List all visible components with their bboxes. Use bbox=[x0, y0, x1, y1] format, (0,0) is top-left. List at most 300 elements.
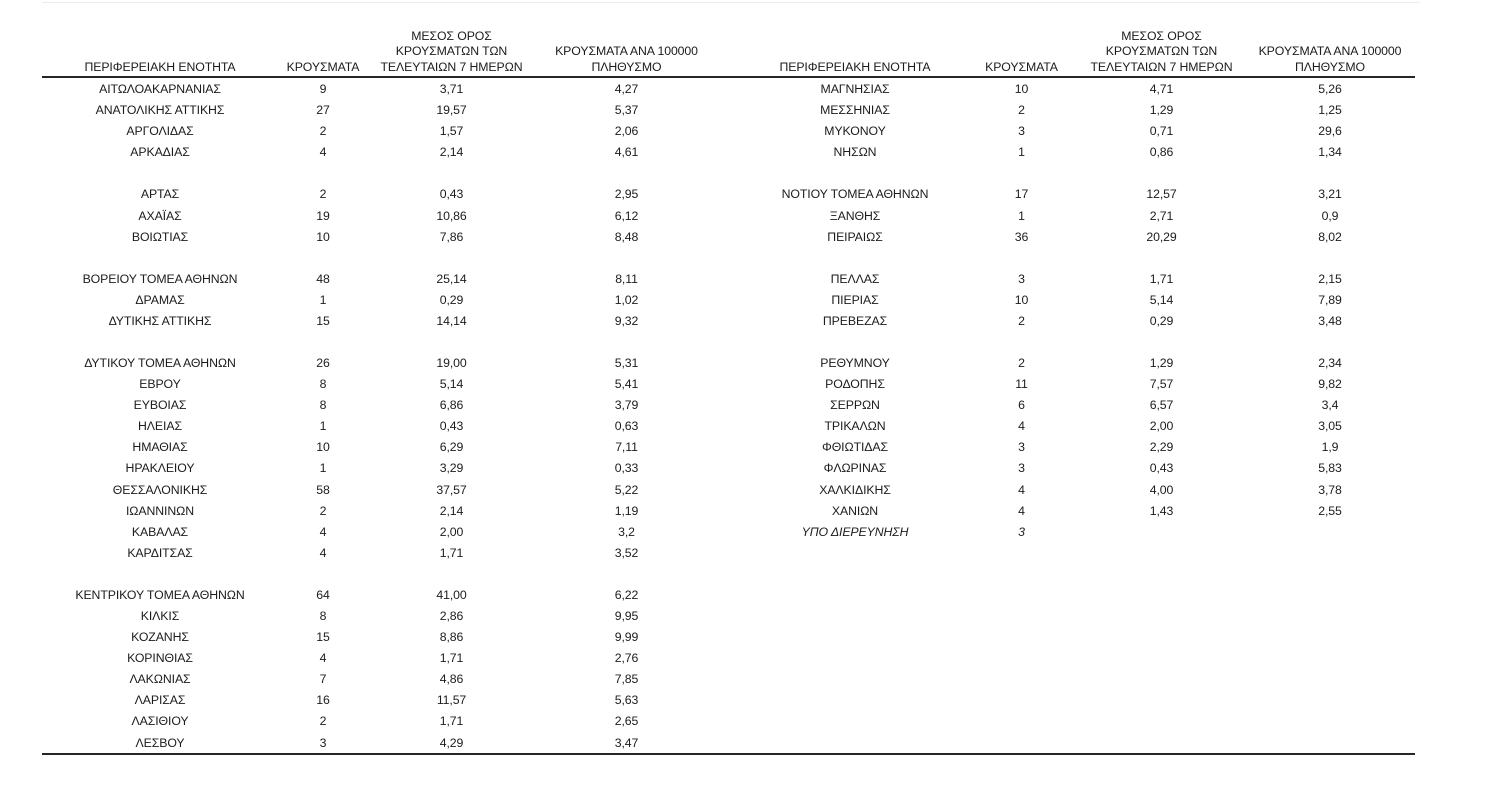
left-cases-cell: 48 bbox=[316, 271, 330, 286]
right-per100k-cell: 8,02 bbox=[1318, 229, 1342, 244]
left-per100k-cell: 1,19 bbox=[614, 503, 639, 518]
regional-cases-table bbox=[42, 20, 1415, 755]
header-region-left bbox=[42, 20, 278, 76]
left-per100k-cell: 6,12 bbox=[614, 208, 639, 223]
table-row bbox=[42, 120, 1415, 141]
table-row bbox=[42, 204, 1415, 225]
left-region-cell: ΑΡΚΑΔΙΑΣ bbox=[130, 145, 190, 160]
table-row bbox=[42, 310, 1415, 331]
left-per100k-cell: 8,48 bbox=[614, 229, 639, 244]
right-region-cell: ΣΕΡΡΩΝ bbox=[830, 398, 880, 413]
right-cases-cell: 11 bbox=[1015, 377, 1028, 392]
column-gap bbox=[718, 120, 745, 141]
column-gap bbox=[718, 204, 745, 225]
table-row bbox=[42, 521, 1415, 542]
column-gap bbox=[718, 352, 745, 373]
right-avg7-cell: 0,29 bbox=[1149, 313, 1174, 328]
column-gap bbox=[718, 542, 745, 563]
right-region-cell: ΠΕΛΛΑΣ bbox=[830, 271, 880, 286]
left-cases-cell: 2 bbox=[319, 503, 327, 518]
right-per100k-cell: 3,78 bbox=[1318, 482, 1342, 497]
table-row bbox=[42, 500, 1415, 521]
left-cases-cell: 16 bbox=[316, 693, 330, 708]
right-avg7-cell bbox=[1078, 731, 1245, 752]
column-gap bbox=[718, 373, 745, 394]
table-row bbox=[42, 457, 1415, 478]
right-region-cell: ΦΛΩΡΙΝΑΣ bbox=[823, 461, 887, 476]
left-per100k-cell: 8,11 bbox=[615, 271, 638, 286]
right-per100k-cell bbox=[1245, 710, 1415, 731]
left-cases-cell: 26 bbox=[316, 356, 330, 371]
right-cases-cell: 3 bbox=[1018, 461, 1025, 476]
column-gap bbox=[718, 710, 745, 731]
table-row bbox=[42, 626, 1415, 647]
left-region-cell: ΚΕΝΤΡΙΚΟΥ ΤΟΜΕΑ ΑΘΗΝΩΝ bbox=[75, 587, 245, 602]
right-per100k-cell bbox=[1245, 542, 1415, 563]
right-avg7-cell bbox=[1078, 542, 1245, 563]
table-row bbox=[42, 394, 1415, 415]
left-cases-cell: 9 bbox=[319, 82, 327, 97]
left-per100k-cell: 5,41 bbox=[614, 377, 639, 392]
table-row bbox=[42, 731, 1415, 752]
left-region-cell: ΔΥΤΙΚΟΥ ΤΟΜΕΑ ΑΘΗΝΩΝ bbox=[84, 356, 236, 371]
right-avg7-cell: 12,57 bbox=[1146, 187, 1177, 202]
left-cases-cell: 1 bbox=[319, 419, 327, 434]
right-cases-cell: 3 bbox=[1018, 124, 1025, 139]
left-region-cell: ΑΡΤΑΣ bbox=[140, 187, 180, 202]
left-cases-cell: 7 bbox=[319, 672, 327, 687]
left-avg7-cell: 3,71 bbox=[439, 82, 464, 97]
left-region-cell: ΑΡΓΟΛΙΔΑΣ bbox=[126, 124, 194, 139]
left-per100k-cell: 1,02 bbox=[614, 292, 639, 307]
header-per100k-right bbox=[1245, 20, 1415, 76]
left-cases-cell: 2 bbox=[319, 187, 327, 202]
left-cases-cell: 10 bbox=[316, 440, 330, 455]
right-per100k-cell bbox=[1245, 584, 1415, 605]
right-region-cell bbox=[745, 626, 965, 647]
right-avg7-cell: 7,57 bbox=[1149, 377, 1174, 392]
table-row bbox=[42, 289, 1415, 310]
right-per100k-cell bbox=[1245, 647, 1415, 668]
column-gap bbox=[718, 668, 745, 689]
left-avg7-cell: 25,14 bbox=[436, 271, 467, 286]
right-region-cell: ΠΡΕΒΕΖΑΣ bbox=[822, 313, 888, 328]
right-per100k-cell: 1,9 bbox=[1321, 440, 1339, 455]
right-cases-cell bbox=[965, 731, 1078, 752]
header-avg7-left bbox=[368, 20, 535, 76]
right-avg7-cell: 6,57 bbox=[1149, 398, 1174, 413]
right-avg7-cell bbox=[1078, 584, 1245, 605]
right-avg7-cell: 1,29 bbox=[1149, 356, 1174, 371]
right-region-cell bbox=[745, 689, 965, 710]
right-cases-cell bbox=[965, 605, 1078, 626]
right-cases-cell bbox=[965, 647, 1078, 668]
right-cases-cell: 2 bbox=[1018, 103, 1025, 118]
left-region-cell: ΒΟΡΕΙΟΥ ΤΟΜΕΑ ΑΘΗΝΩΝ bbox=[82, 271, 238, 286]
left-per100k-cell: 9,99 bbox=[614, 630, 639, 645]
right-region-cell: ΜΕΣΣΗΝΙΑΣ bbox=[820, 103, 890, 118]
table-row bbox=[42, 478, 1415, 499]
left-cases-cell: 3 bbox=[319, 735, 327, 750]
column-gap bbox=[718, 584, 745, 605]
right-avg7-cell: 1,29 bbox=[1149, 103, 1174, 118]
left-region-cell: ΒΟΙΩΤΙΑΣ bbox=[131, 229, 189, 244]
right-per100k-cell bbox=[1245, 626, 1415, 647]
left-cases-cell: 2 bbox=[319, 124, 327, 139]
right-region-cell: ΜΑΓΝΗΣΙΑΣ bbox=[820, 82, 890, 97]
table-row bbox=[42, 710, 1415, 731]
right-per100k-cell: 1,25 bbox=[1318, 103, 1342, 118]
right-cases-cell: 6 bbox=[1018, 398, 1025, 413]
right-region-cell: ΝΟΤΙΟΥ ΤΟΜΕΑ ΑΘΗΝΩΝ bbox=[781, 187, 929, 202]
header-cases-right-label: ΚΡΟΥΣΜΑΤΑ bbox=[985, 59, 1058, 74]
right-per100k-cell bbox=[1245, 689, 1415, 710]
column-gap bbox=[718, 226, 745, 247]
left-avg7-cell: 6,29 bbox=[439, 440, 464, 455]
left-per100k-cell: 0,33 bbox=[614, 461, 639, 476]
table-row bbox=[42, 542, 1415, 563]
header-avg7-right-label: ΜΕΣΟΣ ΟΡΟΣ ΚΡΟΥΣΜΑΤΩΝ ΤΩΝ ΤΕΛΕΥΤΑΙΩΝ 7 ΗΜΕΡΩΝ bbox=[1090, 28, 1233, 74]
right-cases-cell: 4 bbox=[1018, 482, 1025, 497]
left-avg7-cell: 1,71 bbox=[439, 714, 464, 729]
left-avg7-cell: 2,86 bbox=[439, 609, 464, 624]
left-region-cell: ΗΡΑΚΛΕΙΟΥ bbox=[125, 461, 195, 476]
right-per100k-cell bbox=[1245, 668, 1415, 689]
left-region-cell: ΕΒΡΟΥ bbox=[139, 377, 181, 392]
right-avg7-cell: 2,71 bbox=[1149, 208, 1174, 223]
left-cases-cell: 15 bbox=[316, 313, 330, 328]
left-region-cell: ΛΑΡΙΣΑΣ bbox=[134, 693, 186, 708]
column-gap bbox=[718, 521, 745, 542]
right-avg7-cell bbox=[1078, 521, 1245, 542]
left-region-cell: ΙΩΑΝΝΙΝΩΝ bbox=[125, 503, 195, 518]
header-cases-right bbox=[965, 20, 1078, 76]
left-region-cell: ΛΑΚΩΝΙΑΣ bbox=[129, 672, 191, 687]
right-cases-cell bbox=[965, 710, 1078, 731]
right-region-cell: ΤΡΙΚΑΛΩΝ bbox=[824, 419, 886, 434]
right-per100k-cell: 3,48 bbox=[1318, 313, 1342, 328]
left-avg7-cell: 1,57 bbox=[439, 124, 464, 139]
table-row bbox=[42, 689, 1415, 710]
left-per100k-cell: 3,2 bbox=[618, 524, 635, 539]
right-per100k-cell: 5,83 bbox=[1318, 461, 1342, 476]
left-per100k-cell: 3,79 bbox=[614, 398, 639, 413]
left-region-cell: ΘΕΣΣΑΛΟΝΙΚΗΣ bbox=[112, 482, 208, 497]
right-region-cell bbox=[745, 584, 965, 605]
right-avg7-cell: 0,86 bbox=[1149, 145, 1174, 160]
left-avg7-cell: 4,86 bbox=[439, 672, 464, 687]
left-per100k-cell: 5,22 bbox=[614, 482, 639, 497]
left-region-cell: ΔΥΤΙΚΗΣ ΑΤΤΙΚΗΣ bbox=[108, 313, 212, 328]
right-cases-cell bbox=[965, 668, 1078, 689]
left-per100k-cell: 5,37 bbox=[614, 103, 639, 118]
column-gap bbox=[718, 500, 745, 521]
right-region-cell: ΞΑΝΘΗΣ bbox=[829, 208, 881, 223]
right-per100k-cell bbox=[1245, 731, 1415, 752]
left-per100k-cell: 7,85 bbox=[614, 672, 639, 687]
left-per100k-cell: 2,06 bbox=[614, 124, 639, 139]
left-avg7-cell: 11,57 bbox=[436, 693, 467, 708]
left-cases-cell: 64 bbox=[316, 587, 330, 602]
right-cases-cell: 10 bbox=[1014, 292, 1029, 307]
right-region-cell: ΦΘΙΩΤΙΔΑΣ bbox=[821, 440, 889, 455]
right-per100k-cell: 3,05 bbox=[1318, 419, 1342, 434]
left-region-cell: ΑΝΑΤΟΛΙΚΗΣ ΑΤΤΙΚΗΣ bbox=[95, 103, 225, 118]
right-cases-cell: 2 bbox=[1018, 356, 1025, 371]
left-avg7-cell: 8,86 bbox=[439, 630, 464, 645]
left-region-cell: ΚΟΖΑΝΗΣ bbox=[131, 630, 189, 645]
left-avg7-cell: 2,14 bbox=[439, 145, 464, 160]
right-cases-cell: 4 bbox=[1018, 419, 1025, 434]
left-per100k-cell: 7,11 bbox=[615, 440, 638, 455]
column-gap bbox=[718, 268, 745, 289]
left-avg7-cell: 2,00 bbox=[439, 524, 464, 539]
right-region-cell: ΝΗΣΩΝ bbox=[833, 145, 877, 160]
spacer-row bbox=[42, 247, 1415, 268]
left-per100k-cell: 4,61 bbox=[614, 145, 639, 160]
left-per100k-cell: 2,95 bbox=[614, 187, 639, 202]
right-region-cell: ΧΑΝΙΩΝ bbox=[831, 503, 879, 518]
right-cases-cell bbox=[965, 626, 1078, 647]
left-cases-cell: 1 bbox=[319, 292, 327, 307]
left-cases-cell: 4 bbox=[319, 524, 327, 539]
header-cases-left bbox=[278, 20, 368, 76]
right-per100k-cell: 5,26 bbox=[1318, 82, 1342, 97]
faint-top-rule bbox=[42, 2, 1420, 3]
left-per100k-cell: 9,95 bbox=[614, 609, 639, 624]
right-cases-cell: 17 bbox=[1014, 187, 1029, 202]
left-region-cell: ΑΧΑΪΑΣ bbox=[138, 208, 182, 223]
column-gap bbox=[718, 605, 745, 626]
column-gap bbox=[718, 731, 745, 752]
right-region-cell bbox=[745, 542, 965, 563]
left-avg7-cell: 1,71 bbox=[439, 651, 464, 666]
right-avg7-cell: 2,00 bbox=[1149, 419, 1174, 434]
left-per100k-cell: 5,31 bbox=[614, 356, 639, 371]
column-gap bbox=[718, 647, 745, 668]
right-cases-cell bbox=[965, 542, 1078, 563]
header-region-left-label: ΠΕΡΙΦΕΡΕΙΑΚΗ ΕΝΟΤΗΤΑ bbox=[84, 59, 236, 74]
left-region-cell: ΚΑΒΑΛΑΣ bbox=[131, 524, 189, 539]
left-region-cell: ΛΕΣΒΟΥ bbox=[135, 735, 185, 750]
table-row bbox=[42, 373, 1415, 394]
table-row bbox=[42, 352, 1415, 373]
left-avg7-cell: 1,71 bbox=[439, 545, 464, 560]
right-region-cell: ΡΕΘΥΜΝΟΥ bbox=[820, 356, 890, 371]
left-avg7-cell: 41,00 bbox=[436, 587, 467, 602]
right-cases-cell: 10 bbox=[1014, 82, 1029, 97]
left-region-cell: ΛΑΣΙΘΙΟΥ bbox=[131, 714, 189, 729]
column-gap bbox=[718, 141, 745, 162]
right-region-cell: ΠΕΙΡΑΙΩΣ bbox=[827, 229, 883, 244]
left-cases-cell: 8 bbox=[319, 398, 327, 413]
right-per100k-cell: 3,21 bbox=[1318, 187, 1342, 202]
left-cases-cell: 8 bbox=[319, 609, 327, 624]
left-cases-cell: 58 bbox=[316, 482, 330, 497]
left-cases-cell: 15 bbox=[316, 630, 330, 645]
table-row bbox=[42, 183, 1415, 204]
header-per100k-right-label: ΚΡΟΥΣΜΑΤΑ ΑΝΑ 100000 ΠΛΗΘΥΣΜΟ bbox=[1258, 44, 1402, 74]
right-avg7-cell bbox=[1078, 647, 1245, 668]
left-per100k-cell: 2,76 bbox=[614, 651, 639, 666]
right-per100k-cell: 2,34 bbox=[1318, 356, 1342, 371]
table-row bbox=[42, 668, 1415, 689]
left-cases-cell: 19 bbox=[316, 208, 330, 223]
left-per100k-cell: 5,63 bbox=[614, 693, 639, 708]
right-cases-cell: 3 bbox=[1018, 440, 1025, 455]
left-per100k-cell: 6,22 bbox=[614, 587, 639, 602]
column-gap bbox=[718, 626, 745, 647]
left-per100k-cell: 0,63 bbox=[614, 419, 639, 434]
right-per100k-cell: 2,55 bbox=[1318, 503, 1342, 518]
column-gap bbox=[718, 289, 745, 310]
column-gap bbox=[718, 394, 745, 415]
table-row bbox=[42, 415, 1415, 436]
right-avg7-cell: 4,00 bbox=[1149, 482, 1174, 497]
right-region-cell: ΜΥΚΟΝΟΥ bbox=[824, 124, 886, 139]
right-avg7-cell: 4,71 bbox=[1149, 82, 1174, 97]
right-per100k-cell: 7,89 bbox=[1318, 292, 1342, 307]
spacer-row bbox=[42, 331, 1415, 352]
left-per100k-cell: 3,47 bbox=[614, 735, 639, 750]
left-cases-cell: 27 bbox=[316, 103, 330, 118]
right-cases-cell: 2 bbox=[1018, 313, 1025, 328]
right-region-cell: ΠΙΕΡΙΑΣ bbox=[831, 292, 879, 307]
header-region-right-label: ΠΕΡΙΦΕΡΕΙΑΚΗ ΕΝΟΤΗΤΑ bbox=[779, 59, 931, 74]
left-avg7-cell: 19,00 bbox=[436, 356, 467, 371]
table-row bbox=[42, 605, 1415, 626]
spacer-row bbox=[42, 563, 1415, 584]
left-avg7-cell: 3,29 bbox=[439, 461, 464, 476]
right-avg7-cell: 0,71 bbox=[1149, 124, 1174, 139]
left-avg7-cell: 0,43 bbox=[439, 419, 464, 434]
table-row bbox=[42, 141, 1415, 162]
right-cases-cell: 36 bbox=[1014, 229, 1029, 244]
right-cases-cell: 3 bbox=[1018, 524, 1025, 539]
left-region-cell: ΚΟΡΙΝΘΙΑΣ bbox=[127, 651, 193, 666]
table-row bbox=[42, 268, 1415, 289]
right-region-cell: ΥΠΟ ΔΙΕΡΕΥΝΗΣΗ bbox=[801, 524, 909, 539]
right-region-cell bbox=[745, 605, 965, 626]
right-cases-cell bbox=[965, 689, 1078, 710]
table-row bbox=[42, 436, 1415, 457]
right-cases-cell: 1 bbox=[1018, 208, 1025, 223]
right-avg7-cell: 1,71 bbox=[1149, 271, 1174, 286]
table-row bbox=[42, 226, 1415, 247]
left-cases-cell: 4 bbox=[319, 545, 327, 560]
left-avg7-cell: 19,57 bbox=[436, 103, 467, 118]
column-gap bbox=[718, 78, 745, 99]
right-cases-cell: 1 bbox=[1018, 145, 1025, 160]
left-avg7-cell: 6,86 bbox=[439, 398, 464, 413]
left-cases-cell: 2 bbox=[319, 714, 327, 729]
right-avg7-cell: 5,14 bbox=[1149, 292, 1174, 307]
column-gap bbox=[718, 457, 745, 478]
column-gap bbox=[718, 689, 745, 710]
left-avg7-cell: 37,57 bbox=[436, 482, 467, 497]
left-cases-cell: 4 bbox=[319, 145, 327, 160]
left-region-cell: ΗΛΕΙΑΣ bbox=[138, 419, 182, 434]
right-cases-cell: 4 bbox=[1018, 503, 1025, 518]
column-gap bbox=[718, 436, 745, 457]
right-cases-cell bbox=[965, 584, 1078, 605]
left-avg7-cell: 10,86 bbox=[436, 208, 467, 223]
table-header bbox=[42, 20, 1415, 78]
left-cases-cell: 1 bbox=[319, 461, 327, 476]
left-avg7-cell: 2,14 bbox=[439, 503, 464, 518]
column-gap bbox=[718, 310, 745, 331]
left-per100k-cell: 4,27 bbox=[614, 82, 639, 97]
spacer-row bbox=[42, 162, 1415, 183]
table-body bbox=[42, 78, 1415, 755]
right-avg7-cell: 0,43 bbox=[1149, 461, 1174, 476]
column-gap bbox=[718, 20, 745, 76]
left-avg7-cell: 7,86 bbox=[439, 229, 464, 244]
column-gap bbox=[718, 99, 745, 120]
right-region-cell: ΧΑΛΚΙΔΙΚΗΣ bbox=[819, 482, 891, 497]
right-cases-cell: 3 bbox=[1018, 271, 1025, 286]
right-region-cell bbox=[745, 668, 965, 689]
right-per100k-cell bbox=[1245, 521, 1415, 542]
right-avg7-cell bbox=[1078, 668, 1245, 689]
left-region-cell: ΗΜΑΘΙΑΣ bbox=[132, 440, 188, 455]
right-region-cell bbox=[745, 647, 965, 668]
left-region-cell: ΑΙΤΩΛΟΑΚΑΡΝΑΝΙΑΣ bbox=[99, 82, 221, 97]
left-avg7-cell: 5,14 bbox=[439, 377, 464, 392]
right-region-cell bbox=[745, 731, 965, 752]
column-gap bbox=[718, 478, 745, 499]
right-region-cell: ΡΟΔΟΠΗΣ bbox=[825, 377, 885, 392]
left-region-cell: ΚΙΛΚΙΣ bbox=[140, 609, 180, 624]
right-avg7-cell bbox=[1078, 605, 1245, 626]
left-per100k-cell: 2,65 bbox=[614, 714, 639, 729]
right-per100k-cell bbox=[1245, 605, 1415, 626]
header-cases-left-label: ΚΡΟΥΣΜΑΤΑ bbox=[286, 59, 360, 74]
left-avg7-cell: 0,29 bbox=[439, 292, 464, 307]
header-region-right bbox=[745, 20, 965, 76]
right-per100k-cell: 0,9 bbox=[1321, 208, 1339, 223]
left-avg7-cell: 4,29 bbox=[439, 735, 464, 750]
right-region-cell bbox=[745, 710, 965, 731]
table-row bbox=[42, 99, 1415, 120]
header-avg7-right bbox=[1078, 20, 1245, 76]
right-per100k-cell: 9,82 bbox=[1318, 377, 1342, 392]
right-per100k-cell: 3,4 bbox=[1321, 398, 1339, 413]
right-avg7-cell: 1,43 bbox=[1149, 503, 1174, 518]
right-per100k-cell: 2,15 bbox=[1318, 271, 1342, 286]
left-per100k-cell: 9,32 bbox=[614, 313, 639, 328]
left-cases-cell: 10 bbox=[316, 229, 330, 244]
right-avg7-cell: 2,29 bbox=[1149, 440, 1174, 455]
left-region-cell: ΚΑΡΔΙΤΣΑΣ bbox=[127, 545, 193, 560]
header-per100k-left bbox=[535, 20, 718, 76]
right-per100k-cell: 1,34 bbox=[1318, 145, 1342, 160]
table-row bbox=[42, 78, 1415, 99]
right-per100k-cell: 29,6 bbox=[1318, 124, 1342, 139]
header-per100k-left-label: ΚΡΟΥΣΜΑΤΑ ΑΝΑ 100000 ΠΛΗΘΥΣΜΟ bbox=[555, 44, 698, 74]
table-row bbox=[42, 584, 1415, 605]
left-avg7-cell: 0,43 bbox=[439, 187, 464, 202]
left-cases-cell: 4 bbox=[319, 651, 327, 666]
right-avg7-cell bbox=[1078, 689, 1245, 710]
right-avg7-cell: 20,29 bbox=[1146, 229, 1177, 244]
right-avg7-cell bbox=[1078, 710, 1245, 731]
left-cases-cell: 8 bbox=[319, 377, 327, 392]
left-region-cell: ΕΥΒΟΙΑΣ bbox=[133, 398, 187, 413]
left-per100k-cell: 3,52 bbox=[614, 545, 639, 560]
header-avg7-left-label: ΜΕΣΟΣ ΟΡΟΣ ΚΡΟΥΣΜΑΤΩΝ ΤΩΝ ΤΕΛΕΥΤΑΙΩΝ 7 ΗΜΕΡΩΝ bbox=[380, 28, 523, 74]
left-avg7-cell: 14,14 bbox=[436, 313, 467, 328]
